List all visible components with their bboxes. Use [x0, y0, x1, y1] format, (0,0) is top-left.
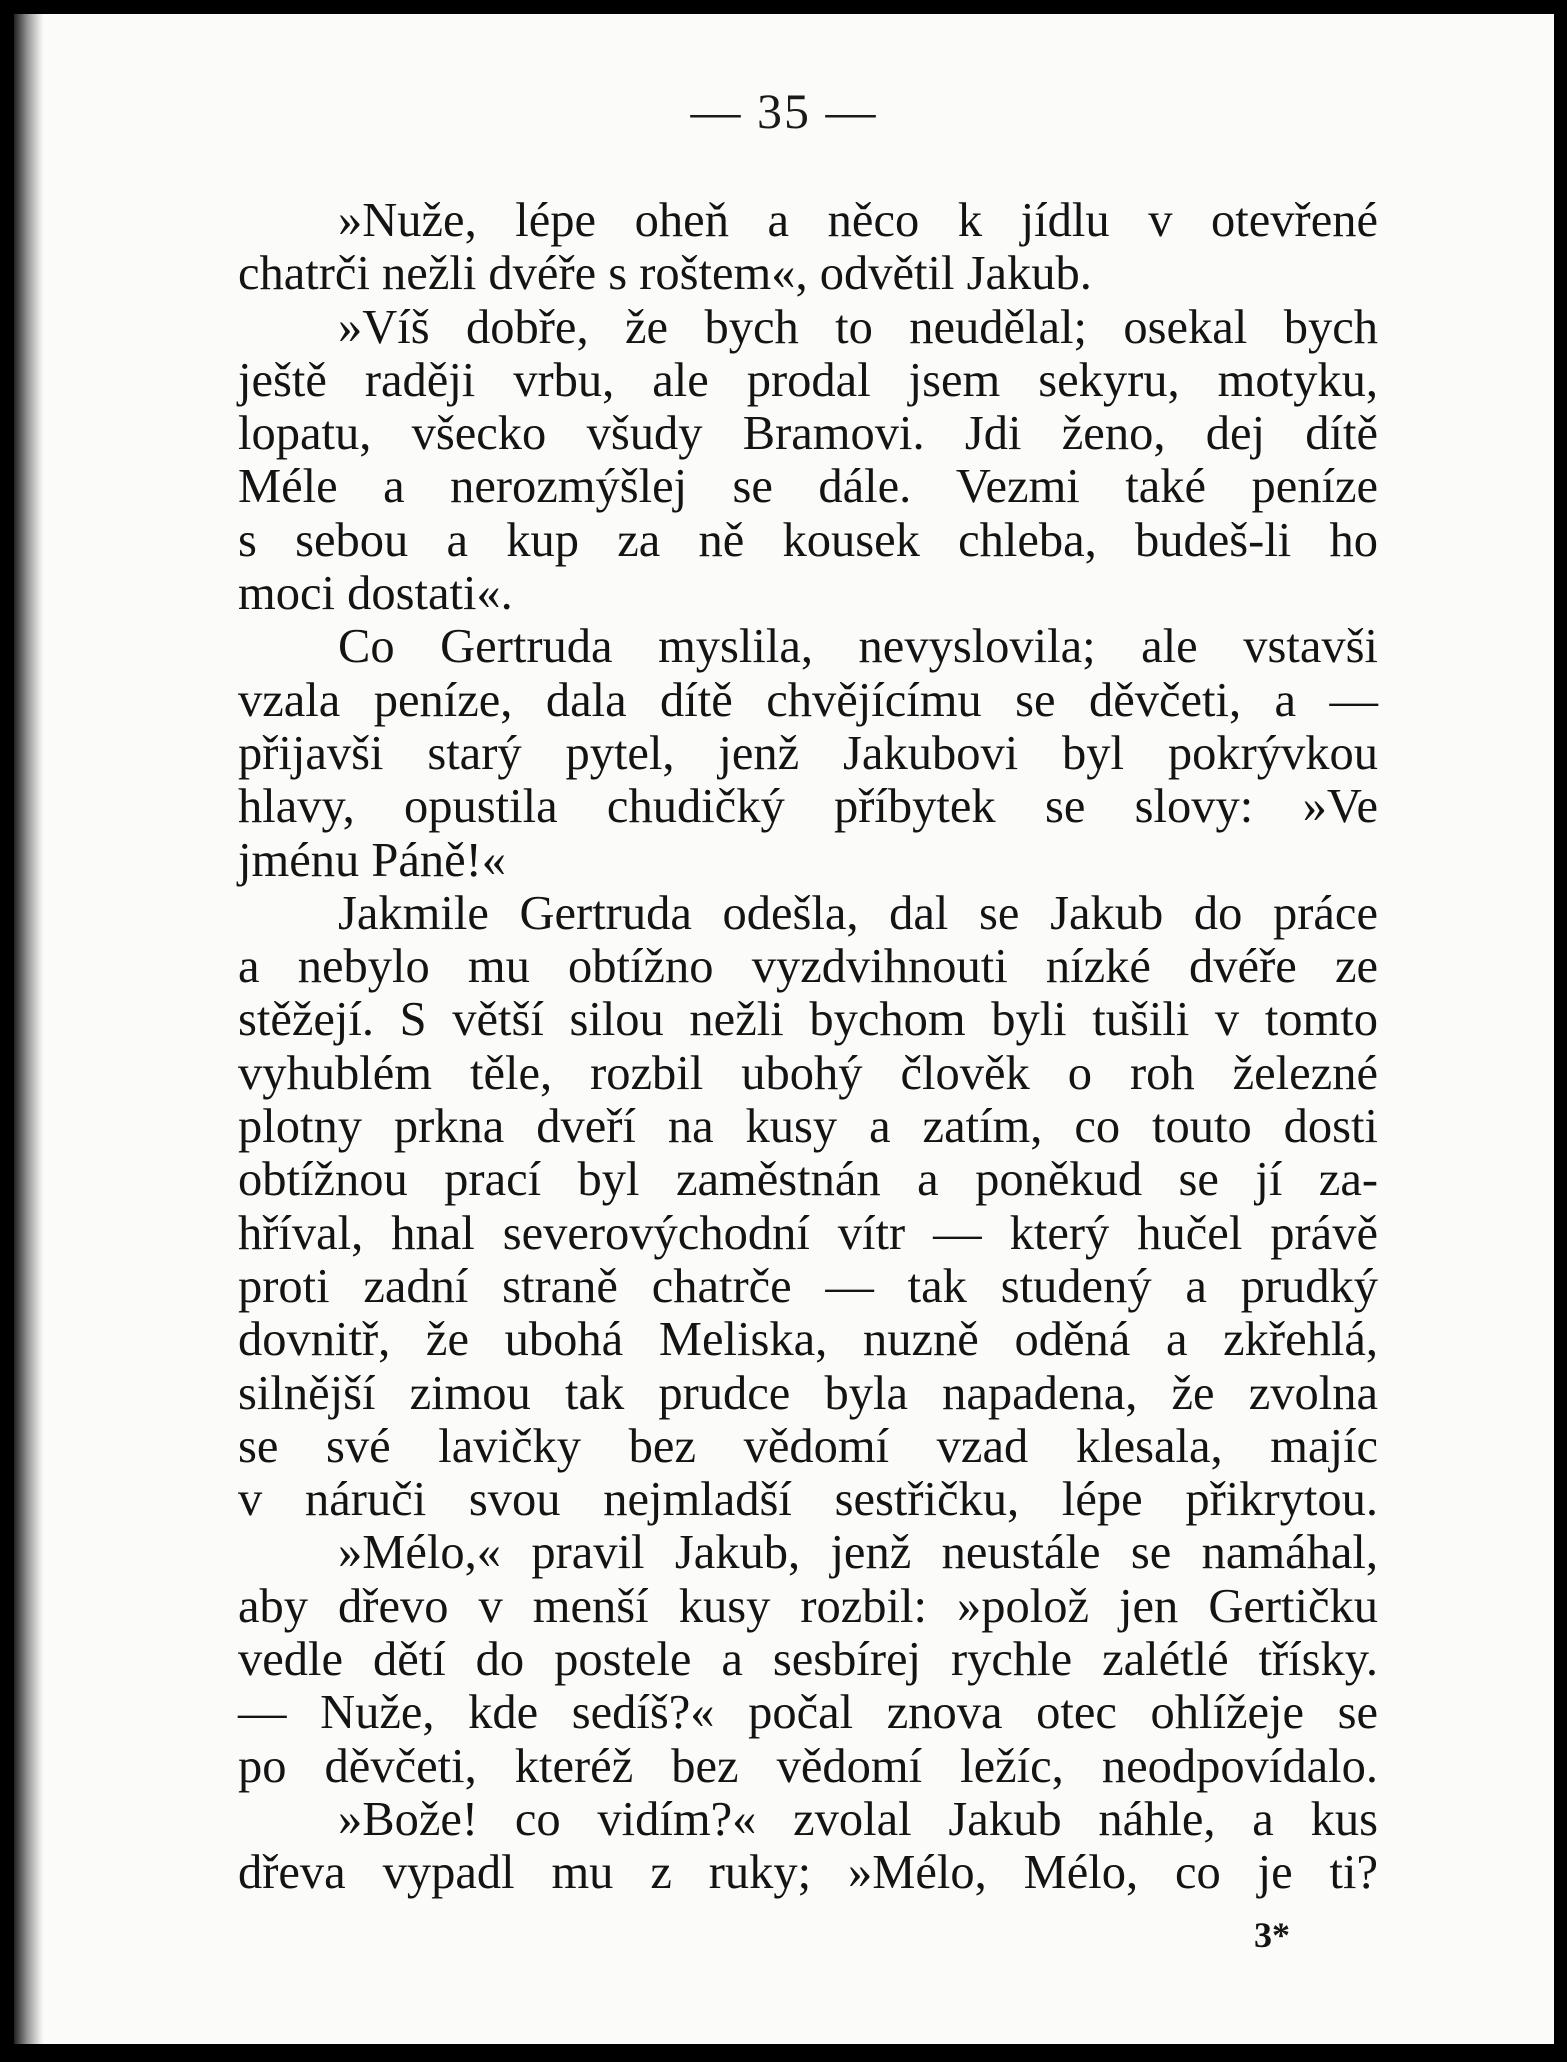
text-line: »Bože! co vidím?« zvolal Jakub náhle, a kus — [338, 1792, 1378, 1846]
binding-edge — [14, 14, 44, 2044]
text-line: aby dřevo v menší kusy rozbil: »polož jen Gertičku — [238, 1579, 1378, 1633]
book-page — [14, 14, 1554, 2044]
text-line: hříval, hnal severovýchodní vítr — který hučel právě — [238, 1206, 1378, 1260]
text-line: vyhublém těle, rozbil ubohý člověk o roh železné — [238, 1046, 1378, 1100]
text-line: Co Gertruda myslila, nevyslovila; ale vstavši — [338, 620, 1378, 674]
text-line: proti zadní straně chatrče — tak studený a prudký — [238, 1259, 1378, 1313]
text-line: a nebylo mu obtížno vyzdvihnouti nízké dvéře ze — [238, 940, 1378, 994]
text-line: hlavy, opustila chudičký příbytek se slovy: »Ve — [238, 780, 1378, 834]
page-number: — 35 — — [690, 83, 878, 139]
text-line: »Nuže, lépe oheň a něco k jídlu v otevřené — [338, 194, 1378, 247]
text-line: »Mélo,« pravil Jakub, jenž neustále se namáhal, — [338, 1526, 1378, 1580]
text-line: v náruči svou nejmladší sestřičku, lépe přikrytou. — [238, 1473, 1378, 1527]
text-line: dovnitř, že ubohá Meliska, nuzně oděná a zkřehlá, — [238, 1313, 1378, 1367]
text-line: Méle a nerozmýšlej se dále. Vezmi také peníze — [238, 460, 1378, 514]
text-line: jménu Páně!« — [238, 833, 507, 887]
text-line: moci dostati«. — [238, 567, 513, 621]
text-line: obtížnou prací byl zaměstnán a poněkud se jí za- — [238, 1153, 1378, 1207]
signature-mark: 3* — [1254, 1915, 1290, 1955]
text-line: plotny prkna dveří na kusy a zatím, co touto dosti — [238, 1100, 1378, 1154]
text-line: přijavši starý pytel, jenž Jakubovi byl pokrývkou — [238, 726, 1378, 780]
text-line: Jakmile Gertruda odešla, dal se Jakub do práce — [338, 886, 1378, 940]
text-line: se své lavičky bez vědomí vzad klesala, majíc — [238, 1419, 1378, 1473]
text-line: s sebou a kup za ně kousek chleba, budeš-li ho — [238, 513, 1378, 567]
text-line: dřeva vypadl mu z ruky; »Mélo, Mélo, co je ti? — [238, 1846, 1378, 1900]
body-text — [238, 194, 1378, 1900]
text-line: silnější zimou tak prudce byla napadena, že zvolna — [238, 1366, 1378, 1420]
text-line: stěžejí. S větší silou nežli bychom byli tušili v tomto — [238, 993, 1378, 1047]
text-line: vedle dětí do postele a sesbírej rychle zalétlé třísky. — [238, 1633, 1378, 1687]
text-line: »Víš dobře, že bych to neudělal; osekal bych — [338, 300, 1378, 354]
text-line: chatrči nežli dvéře s roštem«, odvětil Jakub. — [238, 247, 1092, 301]
text-line: lopatu, všecko všudy Bramovi. Jdi ženo, dej dítě — [238, 407, 1378, 461]
text-line: ještě raději vrbu, ale prodal jsem sekyru, motyku, — [238, 353, 1378, 407]
text-line: po děvčeti, kteréž bez vědomí ležíc, neodpovídalo. — [238, 1739, 1378, 1793]
text-line: vzala peníze, dala dítě chvějícímu se děvčeti, a — — [238, 673, 1378, 727]
text-line: — Nuže, kde sedíš?« počal znova otec ohlížeje se — [238, 1686, 1378, 1740]
